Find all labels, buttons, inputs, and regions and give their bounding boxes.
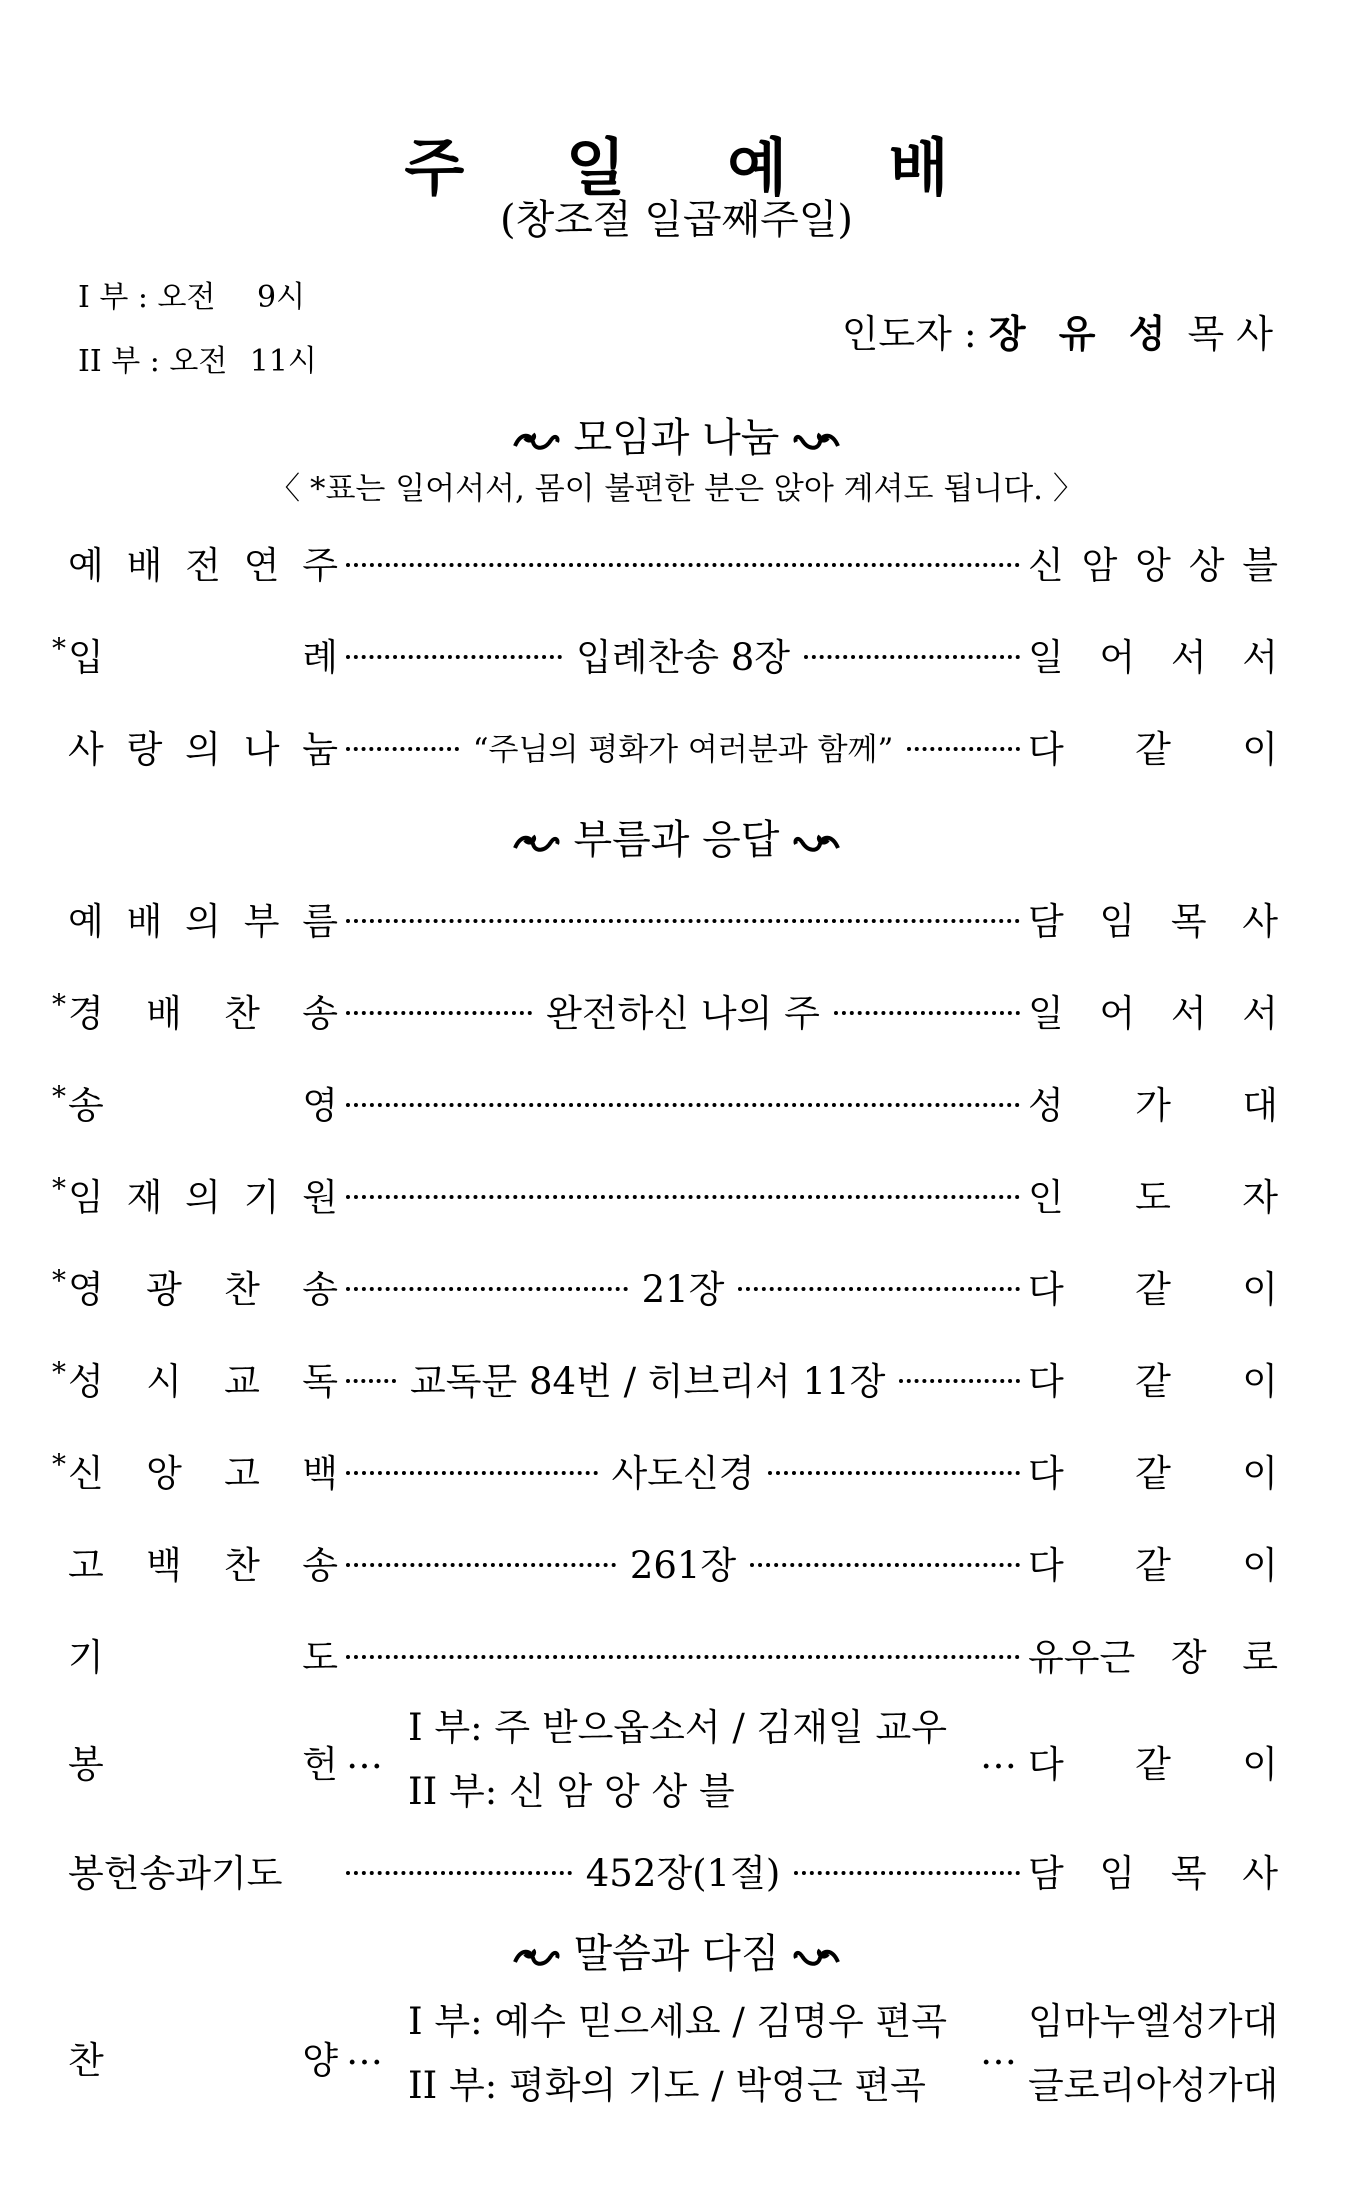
char-cell: 사 (68, 728, 104, 771)
order-content: 21장 (641, 1268, 725, 1311)
dot-leader (804, 655, 1020, 659)
standing-mark: * (52, 1356, 66, 1389)
order-response-text (1028, 1167, 1278, 1221)
order-response (1028, 1843, 1278, 1897)
char-cell: 배 (126, 900, 163, 943)
order-content: 261장 (629, 1544, 737, 1587)
char-cell: 앙 (146, 1452, 182, 1495)
char-cell: 나 (243, 728, 280, 771)
char-cell: 고 (68, 1544, 104, 1587)
order-label (52, 624, 338, 684)
char-cell: 임 (68, 1176, 104, 1219)
order-response-text (1028, 1535, 1278, 1589)
standing-mark: * (52, 1172, 66, 1205)
standing-note: 〈 *표는 일어서서, 몸이 불편한 분은 앉아 계셔도 됩니다. 〉 (269, 471, 1084, 507)
order-response-text (1028, 1075, 1278, 1129)
char-cell: 임 (1099, 900, 1136, 943)
char-cell: 이 (1242, 1268, 1278, 1311)
order-response (1028, 1443, 1278, 1497)
char-cell: 담 (1028, 1852, 1064, 1895)
dot-leader (346, 1287, 628, 1291)
order-response (1028, 719, 1278, 773)
order-response-text (1028, 1259, 1278, 1313)
order-label (68, 888, 338, 948)
char-cell: 배 (126, 544, 163, 587)
order-row-prayer (68, 1624, 1278, 1684)
service-2-time: 11시 (249, 344, 317, 379)
char-cell: 다 (1028, 1544, 1064, 1587)
char-cell: 같 (1135, 1268, 1171, 1311)
char-cell: 어 (1099, 992, 1136, 1035)
standing-mark: * (52, 1080, 66, 1113)
offering-lines (408, 1696, 947, 1824)
char-cell: 다 (1028, 728, 1064, 771)
section-title-1: 모임과 나눔 (573, 415, 780, 461)
order-response (1028, 627, 1278, 681)
char-cell: 가 (1135, 1084, 1171, 1127)
char-cell: 이 (1242, 728, 1278, 771)
dot-leader (738, 1287, 1020, 1291)
char-cell: 인 (1028, 1176, 1064, 1219)
char-cell: 의 (185, 1176, 221, 1219)
anthem-lines (408, 1990, 947, 2118)
order-response-text (1028, 1734, 1278, 1788)
leader-name: 장 유 성 (988, 312, 1176, 356)
order-row-prelude (68, 532, 1278, 592)
service-2-part: II 부 : 오전 (78, 344, 228, 379)
order-label (68, 1624, 338, 1684)
char-cell: 영 (302, 1084, 338, 1127)
order-response-text (1028, 627, 1278, 681)
char-cell: 담 (1028, 900, 1064, 943)
order-row-responsive-reading (52, 1348, 1278, 1408)
char-cell: 전 (185, 544, 221, 587)
char-cell: 로 (1242, 1636, 1278, 1679)
dot-leader (346, 1871, 572, 1875)
order-row-gloria-hymn (52, 1256, 1278, 1316)
char-cell: 의 (185, 728, 221, 771)
char-cell: 경 (68, 992, 104, 1035)
char-cell: 광 (146, 1268, 182, 1311)
dot-leader (907, 747, 1020, 751)
order-response (1028, 535, 1278, 589)
char-cell: 고 (224, 1452, 260, 1495)
order-label (52, 1072, 338, 1132)
order-label-text (68, 1535, 338, 1589)
char-cell: 일 (1028, 992, 1064, 1035)
leader-title: 목 사 (1187, 312, 1273, 356)
char-cell: 송 (68, 1084, 104, 1127)
char-cell: 헌 (302, 1743, 338, 1786)
order-content: “주님의 평화가 여러분과 함께” (472, 731, 894, 768)
char-cell: 신 (68, 1452, 104, 1495)
char-cell: 사 (1242, 1852, 1278, 1895)
order-content: 사도신경 (611, 1452, 755, 1495)
char-cell: 목 (1170, 900, 1207, 943)
dot-leader (899, 1379, 1020, 1383)
order-response-text (1028, 983, 1278, 1037)
char-cell: 다 (1028, 1452, 1064, 1495)
char-cell: 암 (1081, 544, 1118, 587)
order-content: 교독문 84번 / 히브리서 11장 (410, 1360, 886, 1403)
choir-2: 글로리아성가대 (1028, 2064, 1279, 2107)
char-cell: 연 (243, 544, 280, 587)
char-cell: 유우근 (1028, 1636, 1136, 1679)
dot-leader (750, 1563, 1020, 1567)
char-cell: 시 (146, 1360, 182, 1403)
order-row-confession-hymn (68, 1532, 1278, 1592)
order-response-text (1028, 1351, 1278, 1405)
char-cell: 원 (302, 1176, 338, 1219)
section-heading-3 (0, 1922, 1353, 1979)
char-cell: 의 (185, 900, 221, 943)
order-label-text (68, 1351, 338, 1405)
dot-leader (346, 1011, 532, 1015)
char-cell: 상 (1188, 544, 1225, 587)
dot-leader (346, 1195, 1020, 1199)
leader-label: 인도자 : (841, 312, 977, 356)
char-cell: 예 (68, 544, 104, 587)
char-cell: 송 (302, 992, 338, 1035)
ellipsis: … (346, 2030, 383, 2073)
order-label (52, 1440, 338, 1500)
char-cell: 블 (1242, 544, 1278, 587)
char-cell: 이 (1242, 1452, 1278, 1495)
leader-info (842, 303, 1273, 358)
section-heading-1 (0, 406, 1353, 463)
choir-1: 임마누엘성가대 (1028, 2000, 1279, 2043)
order-response-text (1028, 891, 1278, 945)
order-response (1028, 1075, 1278, 1129)
service-1 (78, 272, 305, 316)
order-label (68, 1840, 338, 1900)
char-cell: 찬 (224, 1268, 260, 1311)
ornament-left-icon (511, 828, 561, 858)
anthem-part-2: II 부: 평화의 기도 / 박영근 편곡 (408, 2064, 926, 2107)
char-cell: 장 (1170, 1636, 1207, 1679)
char-cell: 성 (1028, 1084, 1064, 1127)
order-label-text (68, 1627, 338, 1681)
char-cell: 기 (68, 1636, 104, 1679)
char-cell: 같 (1135, 1743, 1171, 1786)
char-cell: 같 (1135, 1360, 1171, 1403)
char-cell: 백 (146, 1544, 182, 1587)
order-row-call-to-worship (68, 888, 1278, 948)
offering-part-1: I 부: 주 받으옵소서 / 김재일 교우 (408, 1706, 948, 1749)
order-label-text (68, 1167, 338, 1221)
order-content: 452장(1절) (585, 1852, 781, 1895)
dot-leader (346, 655, 562, 659)
anthem-choirs (1028, 1990, 1278, 2118)
char-cell: 독 (302, 1360, 338, 1403)
order-response (1028, 1351, 1278, 1405)
order-label-text (68, 1075, 338, 1129)
order-label-text (68, 1259, 338, 1313)
char-cell: 례 (302, 636, 338, 679)
order-row-creed (52, 1440, 1278, 1500)
order-response (1028, 983, 1278, 1037)
char-cell: 찬 (68, 2039, 104, 2082)
order-response (1028, 1259, 1278, 1313)
order-response-text (1028, 1443, 1278, 1497)
char-cell: 서 (1170, 636, 1207, 679)
standing-mark: * (52, 1448, 66, 1481)
dot-leader (346, 747, 459, 751)
dot-leader (346, 563, 1020, 567)
order-response (1028, 891, 1278, 945)
order-response (1028, 1627, 1278, 1681)
char-cell: 도 (302, 1636, 338, 1679)
anthem-part-1: I 부: 예수 믿으세요 / 김명우 편곡 (408, 2000, 948, 2043)
dot-leader (346, 1103, 1020, 1107)
order-response (1028, 1167, 1278, 1221)
standing-mark: * (52, 1264, 66, 1297)
order-row-doxology (52, 1072, 1278, 1132)
char-cell: 름 (302, 900, 338, 943)
order-response-text (1028, 719, 1278, 773)
char-cell: 일 (1028, 636, 1064, 679)
ornament-left-icon (511, 1942, 561, 1972)
char-cell: 자 (1242, 1176, 1278, 1219)
ornament-left-icon (511, 426, 561, 456)
order-content: 입례찬송 8장 (576, 636, 791, 679)
standing-mark: * (52, 988, 66, 1021)
order-label (68, 532, 338, 592)
order-label (68, 1734, 338, 1788)
order-label (68, 716, 338, 776)
char-cell: 기 (243, 1176, 280, 1219)
char-cell: 다 (1028, 1268, 1064, 1311)
order-content: 완전하신 나의 주 (546, 992, 820, 1035)
section-heading-2 (0, 808, 1353, 865)
char-cell: 찬 (224, 992, 260, 1035)
order-label (52, 980, 338, 1040)
order-response (1028, 1535, 1278, 1589)
order-response-text (1028, 1843, 1278, 1897)
section-title-3: 말씀과 다짐 (573, 1931, 780, 1977)
order-label-text (68, 1734, 338, 1788)
page-subtitle: (창조절 일곱째주일) (499, 197, 854, 243)
ellipsis: … (346, 1734, 383, 1777)
dot-leader (768, 1471, 1020, 1475)
order-label-text (68, 2030, 338, 2084)
order-response-text (1028, 1627, 1278, 1681)
char-cell: 봉 (68, 1743, 104, 1786)
service-1-time: 9시 (256, 280, 306, 315)
order-label-text (68, 983, 338, 1037)
dot-leader (346, 919, 1020, 923)
order-label-text: 봉헌송과기도 (68, 1852, 283, 1895)
order-row-anthem (68, 1990, 1278, 2130)
order-label (52, 1256, 338, 1316)
order-row-offering (68, 1696, 1278, 1836)
dot-leader (794, 1871, 1020, 1875)
dot-leader (346, 1471, 598, 1475)
dot-leader (346, 1379, 396, 1383)
char-cell: 같 (1135, 1452, 1171, 1495)
char-cell: 양 (302, 2039, 338, 2082)
char-cell: 영 (68, 1268, 104, 1311)
char-cell: 대 (1242, 1084, 1278, 1127)
ornament-right-icon (792, 828, 842, 858)
char-cell: 같 (1135, 728, 1171, 771)
order-row-processional (52, 624, 1278, 684)
service-2 (78, 336, 317, 380)
section-title-2: 부름과 응답 (573, 817, 780, 863)
char-cell: 서 (1242, 636, 1278, 679)
char-cell: 어 (1099, 636, 1136, 679)
order-label (68, 2030, 338, 2084)
dot-leader (346, 1655, 1020, 1659)
char-cell: 사 (1242, 900, 1278, 943)
char-cell: 앙 (1135, 544, 1171, 587)
service-1-part: I 부 : 오전 (78, 280, 216, 315)
ellipsis: … (980, 1734, 1017, 1777)
char-cell: 입 (68, 636, 104, 679)
order-label (52, 1164, 338, 1224)
order-label-text (68, 535, 338, 589)
dot-leader (346, 1563, 616, 1567)
char-cell: 이 (1242, 1360, 1278, 1403)
char-cell: 배 (146, 992, 182, 1035)
order-response-text (1028, 535, 1278, 589)
order-label-text (68, 627, 338, 681)
char-cell: 교 (224, 1360, 260, 1403)
ornament-right-icon (792, 426, 842, 456)
char-cell: 서 (1242, 992, 1278, 1035)
dot-leader (834, 1011, 1020, 1015)
char-cell: 재 (126, 1176, 163, 1219)
order-label (68, 1532, 338, 1592)
order-row-passing-peace (68, 716, 1278, 776)
char-cell: 부 (243, 900, 280, 943)
char-cell: 다 (1028, 1360, 1064, 1403)
order-row-invocation (52, 1164, 1278, 1224)
char-cell: 송 (302, 1544, 338, 1587)
order-row-praise-hymn (52, 980, 1278, 1040)
char-cell: 이 (1242, 1743, 1278, 1786)
char-cell: 목 (1170, 1852, 1207, 1895)
char-cell: 예 (68, 900, 104, 943)
char-cell: 성 (68, 1360, 104, 1403)
char-cell: 다 (1028, 1743, 1064, 1786)
ornament-right-icon (792, 1942, 842, 1972)
offering-part-2: II 부: 신 암 앙 상 블 (408, 1770, 735, 1813)
char-cell: 백 (302, 1452, 338, 1495)
order-label-text (68, 719, 338, 773)
char-cell: 찬 (224, 1544, 260, 1587)
char-cell: 이 (1242, 1544, 1278, 1587)
char-cell: 같 (1135, 1544, 1171, 1587)
char-cell: 서 (1170, 992, 1207, 1035)
ellipsis: … (980, 2030, 1017, 2073)
order-response (1028, 1734, 1278, 1788)
order-label (52, 1348, 338, 1408)
order-label-text (68, 1443, 338, 1497)
standing-mark: * (52, 632, 66, 665)
char-cell: 신 (1028, 544, 1064, 587)
char-cell: 송 (302, 1268, 338, 1311)
char-cell: 주 (302, 544, 338, 587)
order-label-text (68, 891, 338, 945)
page-title: 주 일 예 배 (404, 131, 989, 204)
char-cell: 랑 (126, 728, 163, 771)
char-cell: 눔 (302, 728, 338, 771)
char-cell: 도 (1135, 1176, 1171, 1219)
order-row-offertory-prayer (68, 1840, 1278, 1900)
char-cell: 임 (1099, 1852, 1136, 1895)
